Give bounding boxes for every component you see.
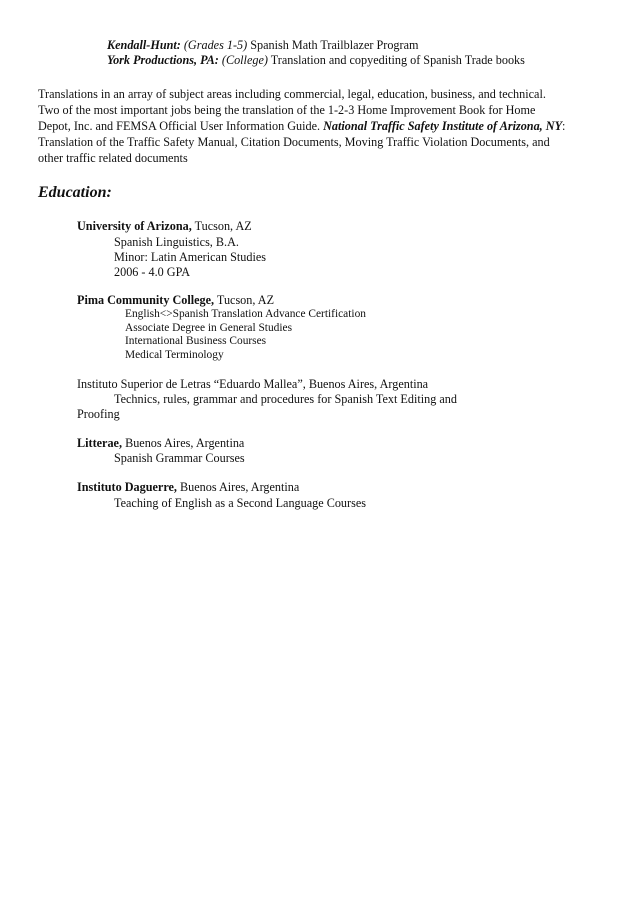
education-detail: 2006 - 4.0 GPA [114,265,191,279]
institution-line [77,219,252,234]
entry-kendall-hunt [107,38,418,53]
institution-location: Tucson, AZ [216,293,275,307]
paragraph-line: other traffic related documents [38,151,188,165]
entry-qualifier: (Grades 1-5) [183,38,248,52]
education-detail: Spanish Linguistics, B.A. [114,235,239,249]
organization-name: National Traffic Safety Institute of Arizona, NY [323,119,563,133]
institution-line [77,480,299,495]
paragraph-line: Two of the most important jobs being the translation of the 1-2-3 Home Improvement Book for Home [38,103,536,117]
education-detail: Associate Degree in General Studies [125,322,293,334]
entry-description: Translation and copyediting of Spanish Trade books [270,53,525,67]
paragraph-text: Depot, Inc. and FEMSA Official User Information Guide. [38,119,321,133]
education-detail: Proofing [77,407,120,421]
education-detail: Spanish Grammar Courses [114,451,245,465]
education-detail: Minor: Latin American Studies [114,250,266,264]
entry-org: Kendall-Hunt: [107,38,181,52]
institution-line [77,436,244,451]
paragraph-line: Translations in an array of subject areas including commercial, legal, education, business, and technical. [38,87,546,101]
education-detail: International Business Courses [125,335,267,347]
punctuation: : [562,119,566,133]
institution-line: Instituto Superior de Letras “Eduardo Mallea”, Buenos Aires, Argentina [77,377,429,391]
institution-name: Litterae, [77,436,123,450]
institution-name: Pima Community College, [77,293,215,307]
paragraph-line: Translation of the Traffic Safety Manual, Citation Documents, Moving Traffic Violation Documents, and [38,135,550,149]
institution-name: Instituto Daguerre, [77,480,177,494]
institution-location: Buenos Aires, Argentina [125,436,245,450]
institution-name: University of Arizona, [77,219,192,233]
institution-line [77,293,274,308]
education-detail: Medical Terminology [125,349,224,361]
education-detail: Technics, rules, grammar and procedures for Spanish Text Editing and [114,392,457,406]
institution-location: Buenos Aires, Argentina [180,480,300,494]
entry-org: York Productions, PA: [107,53,219,67]
paragraph-line [38,119,565,134]
education-detail: Teaching of English as a Second Language Courses [114,496,366,510]
entry-york-productions [107,53,525,68]
institution-location: Tucson, AZ [194,219,252,233]
entry-qualifier: (College) [221,53,268,67]
entry-description: Spanish Math Trailblazer Program [250,38,419,52]
education-detail: English<>Spanish Translation Advance Certification [125,308,366,320]
section-heading-education: Education: [38,184,112,201]
